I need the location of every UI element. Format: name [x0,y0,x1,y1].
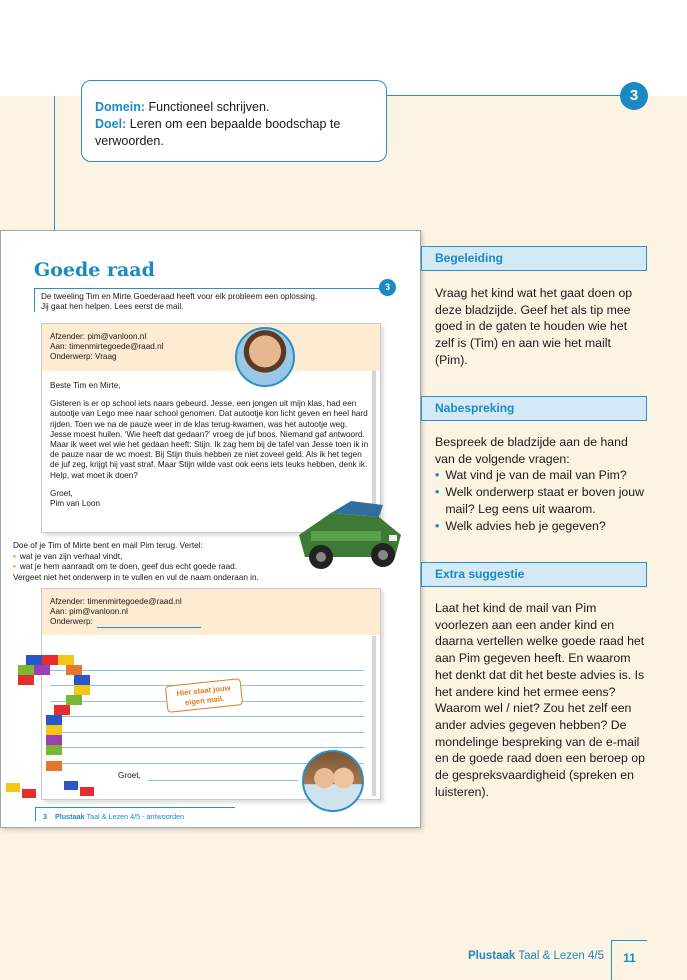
domain-value: Functioneel schrijven. [148,100,270,114]
doel-label: Doel: [95,117,127,131]
email-closing: Groet, [50,488,73,498]
instruction-bullet: • wat je hem aanraadt om te doen, geef dus echt goede raad. [13,562,237,571]
instruction-block [13,541,413,583]
worksheet-footer [35,807,235,821]
email-header [42,324,380,371]
reply-header [42,589,380,635]
reply-scrollbar [372,636,376,796]
reply-to: Aan: pim@vanloon.nl [50,607,128,616]
nabespreking-bullet: • Welk onderwerp staat er boven jouw mail? Leg eens uit waarom. [435,485,644,516]
hint-sticker: Hier staat jouw eigen mail. [165,678,243,713]
email-body [42,371,380,509]
domain-label: Domein: [95,100,145,114]
page-footer-text: Taal & Lezen 4/5 [518,950,604,962]
page-footer-brand: Plustaak [468,950,516,962]
email-subject: Onderwerp: Vraag [50,352,117,361]
worksheet-footer-page: 3 [43,812,47,821]
nabespreking-intro: Bespreek de bladzijde aan de hand van de volgende vragen: [435,435,628,466]
nabespreking-block [435,434,645,534]
nabespreking-bullet: • Wat vind je van de mail van Pim? [435,468,627,483]
reply-closing: Groet, [118,771,141,780]
bullet-dot-icon: • [435,485,440,500]
reply-subject-label: Onderwerp: [50,617,93,626]
worksheet-footer-text: Taal & Lezen 4/5 - antwoorden [86,812,185,821]
worksheet-footer-brand: Plustaak [55,812,85,821]
heading-begeleiding: Begeleiding [421,246,647,271]
intro-line-1: De tweeling Tim en Mirte Goederaad heeft voor elk probleem een oplossing. [41,292,318,301]
worksheet-page [0,230,421,828]
worksheet-badge: 3 [379,279,396,296]
page-footer [468,950,604,962]
connector-line-horizontal [386,95,626,96]
intro-line-2: Jij gaat hen helpen. Lees eerst de mail. [41,302,184,311]
goal-box [81,80,387,162]
email-text: Gisteren is er op school iets naars gebeurd. Jesse, een jongen uit mijn klas, had een autootje van Lego mee naar school genomen. Dat autootje kon licht geven en heel hard rijden. Toen we na de pauze weer in de klas terug-kwamen, was het autootje weg. Jesse moest huilen. ‘Wie heeft dat gedaan?’ vroeg de juf boos. Niemand gaf antwoord. Maar ik weet wel wie het gedaan heeft: Stijn. Ik zag hem bij de tafel van Jesse toen ik in de pauze naar de wc moest. Bij Stijn thuis hebben ze niet zoveel geld. Als ik het tegen de juf zeg, krijgt hij vast straf. Maar Stijn wilde vast ook eens iets leuks hebben, denk ik. Help, wat moet ik doen? [50,399,369,480]
heading-nabespreking: Nabespreking [421,396,647,421]
bullet-dot-icon: • [435,518,440,533]
bullet-dot-icon: • [13,551,16,561]
page-number-badge: 3 [620,82,648,110]
email-signature: Pim van Loon [50,499,101,509]
text-begeleiding: Vraag het kind wat het gaat doen op deze bladzijde. Geef het als tip mee goed in de gaten te houden wie het zelf is (Tim) en aan wie het mailt (Pim). [435,286,633,367]
instruction-bullet: • wat je van zijn verhaal vindt, [13,551,123,561]
boy-avatar-photo [235,327,295,387]
email-to: Aan: timenmirtegoede@raad.nl [50,342,164,351]
worksheet-title: Goede raad [34,259,155,281]
worksheet-intro [34,288,386,312]
email-from: Afzender: pim@vanloon.nl [50,332,147,341]
doel-value: Leren om een bepaalde boodschap te verwoorden. [95,117,341,148]
subject-input-line[interactable] [97,617,201,628]
text-extra-suggestie: Laat het kind de mail van Pim voorlezen aan een ander kind en daarna vertellen welke goede raad het aan Pim gegeven heeft. En waarom het denkt dat dit het beste advies is. Is het andere kind het ermee eens? Waarom wel / niet? Zou het zelf een ander advies gegeven hebben? De mondelinge bespreking van de e-mail en de goede raad doen een beroep op de gespreksvaardigheid (spreken en luisteren). [435,601,645,799]
page-number: 11 [611,940,647,980]
twins-avatar-photo [302,750,364,812]
name-input-line[interactable] [148,780,298,781]
reply-from: Afzender: timenmirtegoede@raad.nl [50,597,182,606]
instruction-outro: Vergeet niet het onderwerp in te vullen en vul de naam onderaan in. [13,572,259,582]
heading-extra-suggestie: Extra suggestie [421,562,647,587]
bullet-dot-icon: • [435,468,440,483]
lego-question-mark-illustration [4,653,104,803]
email-greeting: Beste Tim en Mirte, [50,381,121,390]
nabespreking-bullet: • Welk advies heb je gegeven? [435,518,606,533]
reply-subject-row [50,617,380,628]
bullet-dot-icon: • [13,562,16,571]
connector-line-vertical [54,96,55,230]
instruction-intro: Doe of je Tim of Mirte bent en mail Pim terug. Vertel: [13,541,203,550]
